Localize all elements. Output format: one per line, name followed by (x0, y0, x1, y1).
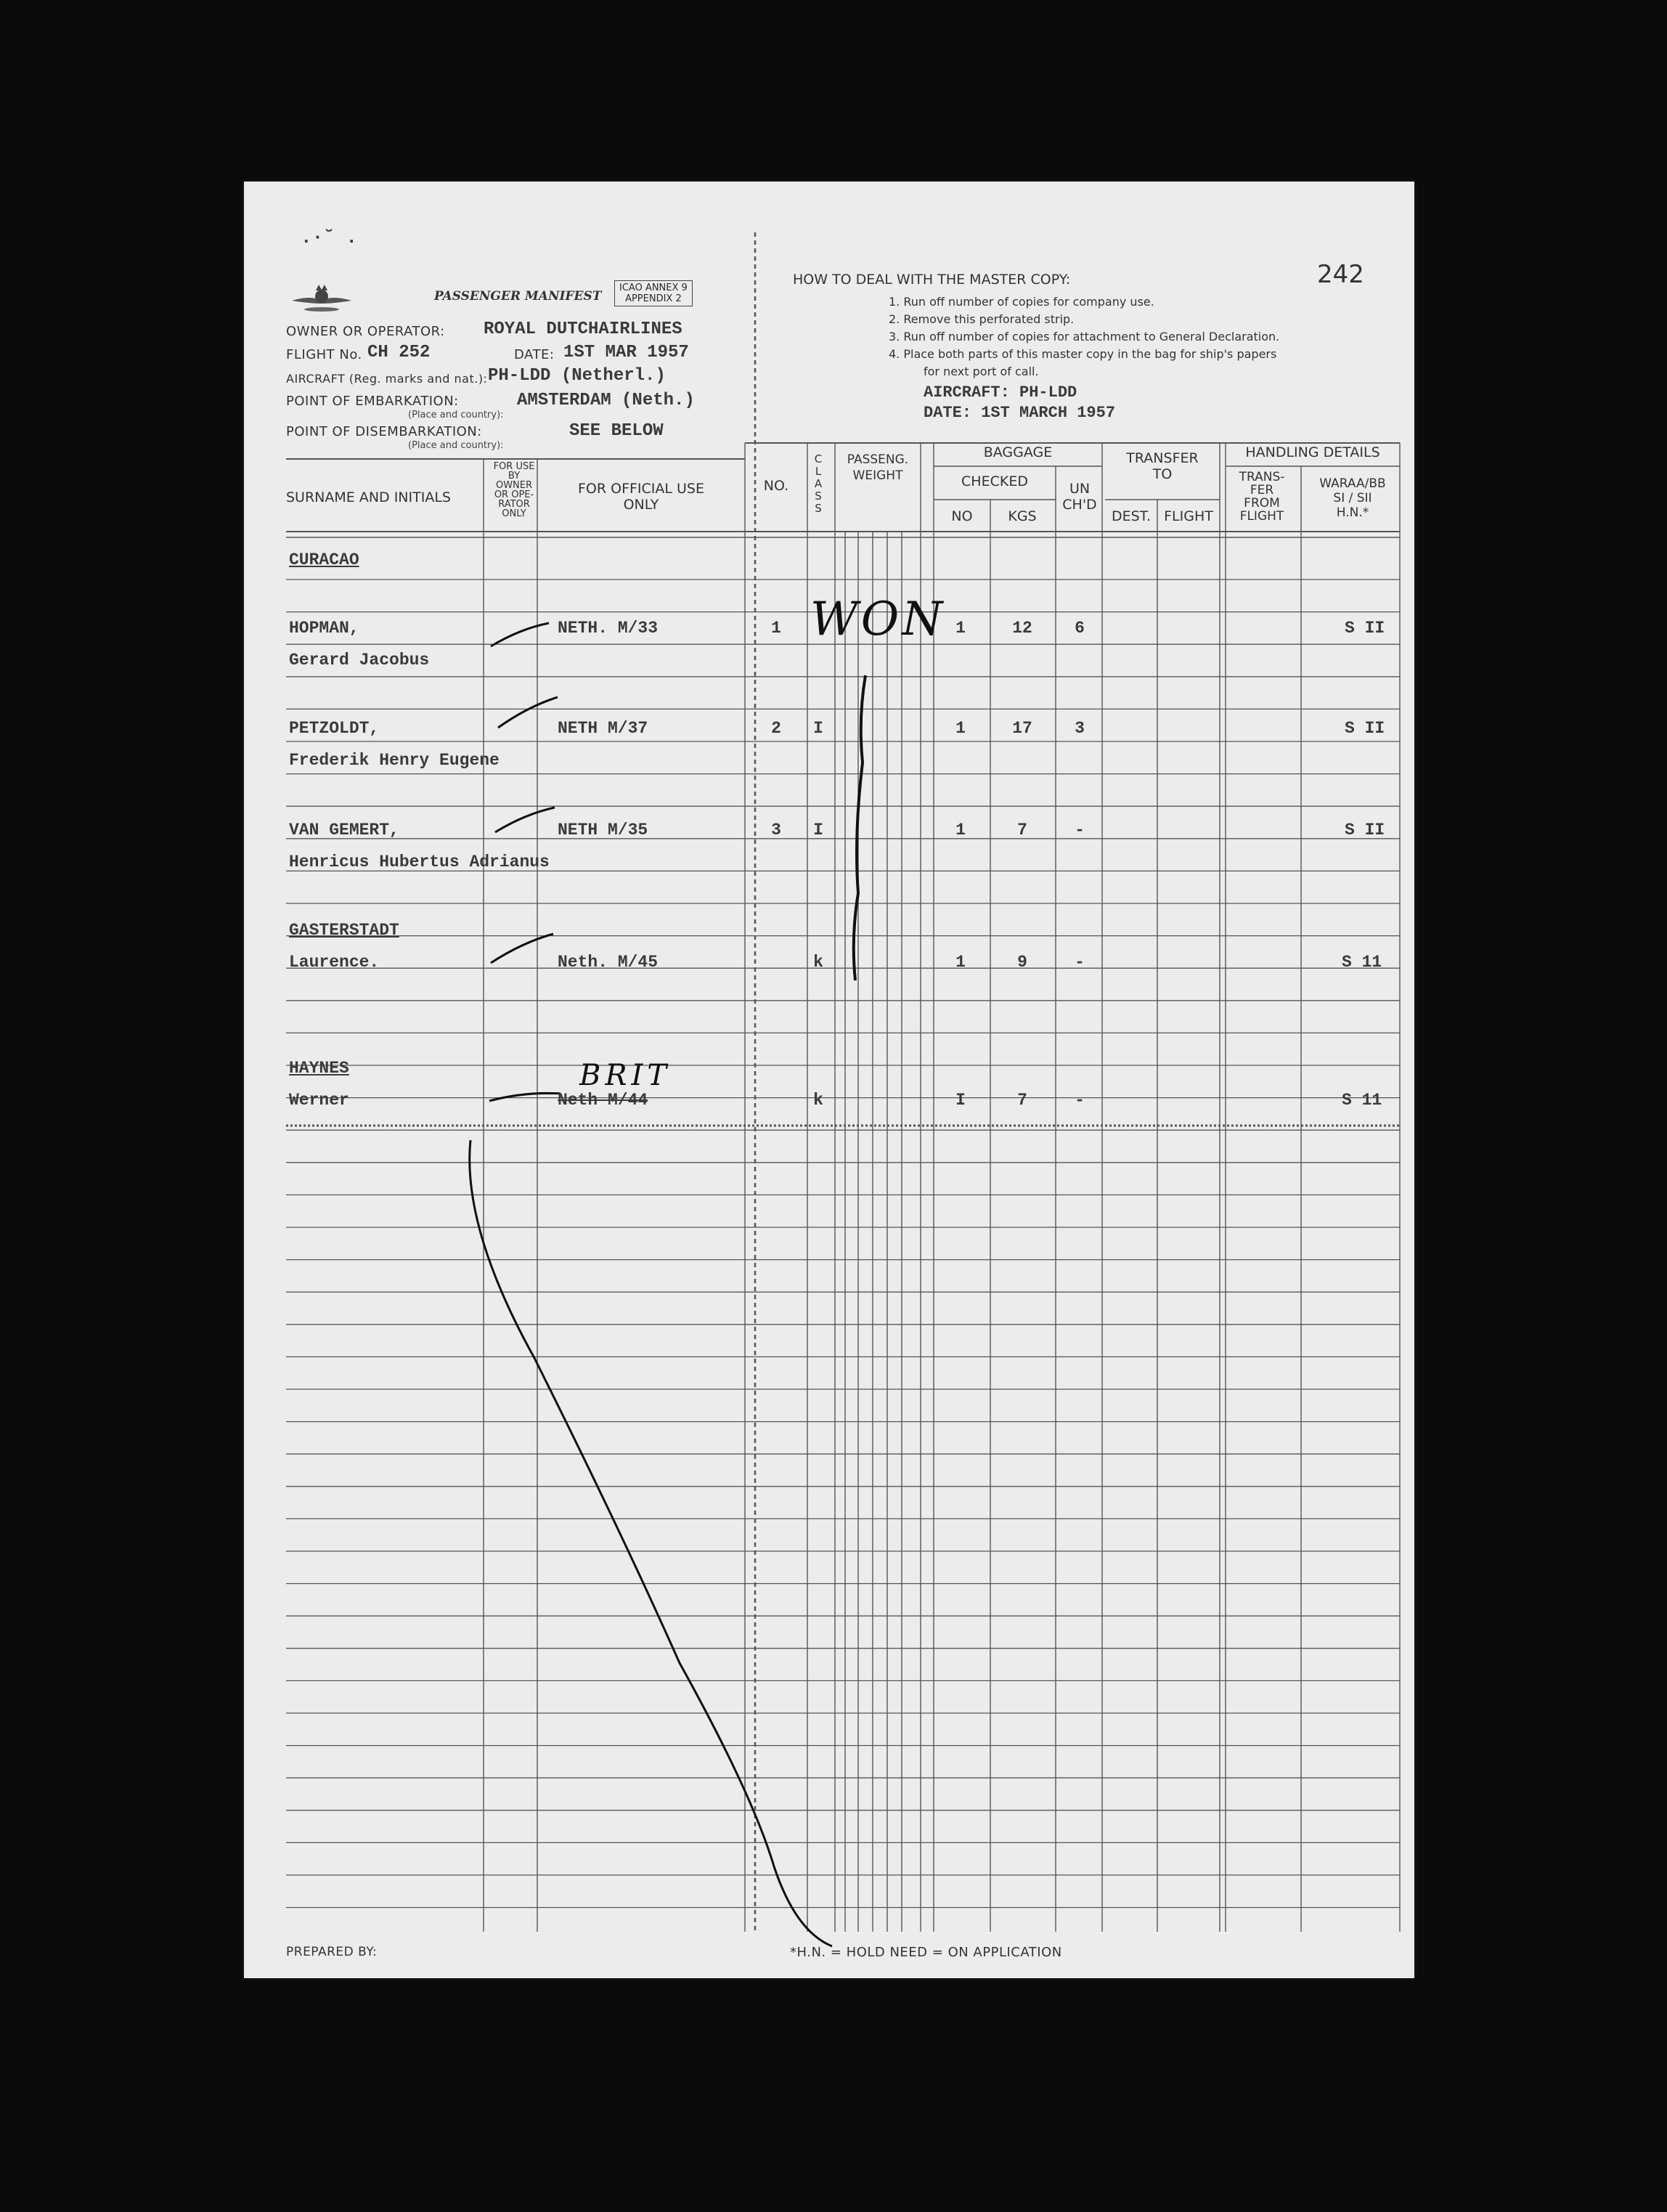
passenger-no: 2 (771, 719, 781, 738)
col-owner-use (491, 462, 537, 519)
master-step-2: 2. Remove this perforated strip. (889, 312, 1075, 326)
col-kgs: KGS (1008, 508, 1037, 524)
icao-line-1: ICAO ANNEX 9 (619, 282, 688, 293)
passenger-bag-no: 1 (955, 821, 966, 839)
owner-use-2: BY (508, 471, 521, 481)
passenger-no: 3 (771, 821, 781, 839)
passenger-bag-no: I (955, 1091, 966, 1110)
waraa-3: H.N.* (1336, 505, 1369, 520)
col-transfer-to (1105, 450, 1220, 482)
disembark-value: SEE BELOW (569, 421, 664, 441)
official-use-2: ONLY (623, 497, 659, 513)
passenger-given: Laurence. (289, 953, 380, 972)
class-s1: S (815, 489, 822, 503)
master-step-4: 4. Place both parts of this master copy in the bag for ship's papers (889, 347, 1277, 361)
aircraft-label: AIRCRAFT (Reg. marks and nat.): (286, 372, 488, 386)
manifest-sheet (244, 182, 1414, 1978)
col-dest: DEST. (1111, 508, 1152, 524)
passenger-nat-age: NETH M/37 (558, 719, 648, 738)
passenger-handling: S II (1345, 821, 1385, 839)
handwritten-nationality: BRIT (579, 1059, 671, 1092)
flight-value: CH 252 (367, 343, 431, 362)
embark-sub: (Place and country): (408, 410, 504, 420)
top-scribble: .·˘ . (301, 227, 358, 248)
icao-line-2: APPENDIX 2 (625, 293, 682, 304)
col-unchd (1057, 481, 1102, 513)
master-date: DATE: 1ST MARCH 1957 (924, 404, 1116, 422)
manifest-title: PASSENGER MANIFEST (434, 289, 602, 304)
class-s2: S (815, 502, 822, 515)
passenger-unchd: - (1075, 1091, 1085, 1110)
disembark-sub: (Place and country): (408, 440, 504, 451)
passenger-unchd: - (1075, 953, 1085, 972)
passenger-nat-age: NETH. M/33 (558, 619, 659, 638)
passenger-kgs: 7 (1017, 1091, 1027, 1110)
passenger-given: Henricus Hubertus Adrianus (289, 853, 550, 871)
unchd-1: UN (1069, 481, 1091, 497)
tff-4: FLIGHT (1239, 509, 1284, 524)
unchd-2: CH'D (1062, 497, 1097, 513)
passenger-class: k (813, 953, 823, 972)
section-curacao: CURACAO (289, 550, 359, 569)
flight-label: FLIGHT No. (286, 347, 362, 362)
hn-footnote: *H.N. = HOLD NEED = ON APPLICATION (790, 1945, 1062, 1960)
passenger-bag-no: 1 (955, 953, 966, 972)
handwritten-diagonal-line (470, 1140, 832, 1946)
passenger-surname: HAYNES (289, 1059, 349, 1078)
owner-use-6: ONLY (502, 508, 526, 519)
handwritten-strike (491, 623, 549, 646)
col-class (807, 453, 829, 515)
waraa-2: SI / SII (1333, 491, 1372, 505)
owner-use-3: OWNER (495, 480, 533, 491)
transfer-to-1: TRANSFER (1126, 450, 1199, 466)
class-l: L (815, 465, 822, 478)
owner-label: OWNER OR OPERATOR: (286, 324, 445, 339)
col-surname: SURNAME AND INITIALS (286, 489, 451, 505)
col-transfer-from (1228, 471, 1295, 523)
page-number: 242 (1317, 260, 1364, 289)
passenger-given: Frederik Henry Eugene (289, 751, 500, 770)
master-aircraft: AIRCRAFT: PH-LDD (924, 383, 1077, 402)
col-waraa (1305, 476, 1400, 520)
passenger-nat-age: Neth M/44 (558, 1091, 648, 1110)
col-handling-details: HANDLING DETAILS (1245, 444, 1380, 460)
passenger-unchd: 6 (1075, 619, 1085, 638)
passenger-handling: S II (1345, 719, 1385, 738)
col-passeng-weight (835, 452, 921, 484)
klm-crown-logo-icon (289, 282, 354, 318)
passenger-handling: S II (1345, 619, 1385, 638)
tff-3: FROM (1244, 496, 1280, 511)
passenger-surname: PETZOLDT, (289, 719, 380, 738)
owner-value: ROYAL DUTCHAIRLINES (484, 320, 682, 339)
passenger-handling: S 11 (1342, 953, 1382, 972)
class-a: A (814, 477, 823, 490)
passenger-kgs: 12 (1012, 619, 1032, 638)
col-checked: CHECKED (961, 473, 1028, 489)
passenger-kgs: 9 (1017, 953, 1027, 972)
tff-1: TRANS- (1239, 470, 1285, 484)
embark-value: AMSTERDAM (Neth.) (517, 391, 695, 410)
official-use-1: FOR OFFICIAL USE (577, 481, 704, 497)
transfer-to-2: TO (1152, 466, 1173, 482)
passenger-class: k (813, 1091, 823, 1110)
passenger-surname: GASTERSTADT (289, 921, 399, 940)
master-copy-heading: HOW TO DEAL WITH THE MASTER COPY: (793, 272, 1071, 288)
passenger-class: I (813, 821, 823, 839)
master-step-3: 3. Run off number of copies for attachment to General Declaration. (889, 330, 1280, 343)
date-label: DATE: (514, 347, 555, 362)
passeng-2: WEIGHT (852, 468, 903, 483)
handwritten-strike (491, 934, 553, 963)
passenger-class: I (813, 719, 823, 738)
handwritten-strike (498, 697, 558, 728)
icao-box (614, 280, 693, 306)
col-official-use (543, 481, 739, 513)
master-step-4-cont: for next port of call. (924, 365, 1039, 378)
owner-use-1: FOR USE (493, 461, 535, 472)
passenger-kgs: 17 (1012, 719, 1032, 738)
passenger-no: 1 (771, 619, 781, 638)
disembark-label: POINT OF DISEMBARKATION: (286, 424, 482, 439)
passenger-kgs: 7 (1017, 821, 1027, 839)
passenger-surname: VAN GEMERT, (289, 821, 399, 839)
handwritten-vertical-mark (854, 675, 865, 980)
class-c: C (814, 452, 823, 465)
tff-2: FER (1250, 483, 1274, 497)
prepared-by-label: PREPARED BY: (286, 1945, 378, 1959)
waraa-1: WARAA/BB (1319, 476, 1386, 491)
embark-label: POINT OF EMBARKATION: (286, 394, 459, 409)
passenger-handling: S 11 (1342, 1091, 1382, 1110)
owner-use-4: OR OPE- (494, 489, 534, 500)
passenger-unchd: - (1075, 821, 1085, 839)
master-step-1: 1. Run off number of copies for company use. (889, 295, 1154, 309)
handwritten-class-mark: WON (810, 593, 946, 646)
passeng-1: PASSENG. (847, 452, 909, 467)
col-no: NO. (763, 478, 789, 494)
handwritten-strike (489, 1093, 561, 1101)
handwritten-strike (495, 808, 555, 832)
passenger-bag-no: 1 (955, 719, 966, 738)
date-value: 1ST MAR 1957 (563, 343, 689, 362)
passenger-given: Gerard Jacobus (289, 651, 430, 670)
passenger-surname: HOPMAN, (289, 619, 359, 638)
passenger-nat-age: Neth. M/45 (558, 953, 659, 972)
owner-use-5: RATOR (498, 499, 530, 510)
passenger-nat-age: NETH M/35 (558, 821, 648, 839)
col-baggage: BAGGAGE (983, 444, 1053, 460)
col-flight: FLIGHT (1164, 508, 1213, 524)
passenger-bag-no: 1 (955, 619, 966, 638)
aircraft-value: PH-LDD (Netherl.) (488, 366, 666, 386)
passenger-given: Werner (289, 1091, 349, 1110)
col-bag-no: NO (951, 508, 973, 524)
passenger-unchd: 3 (1075, 719, 1085, 738)
